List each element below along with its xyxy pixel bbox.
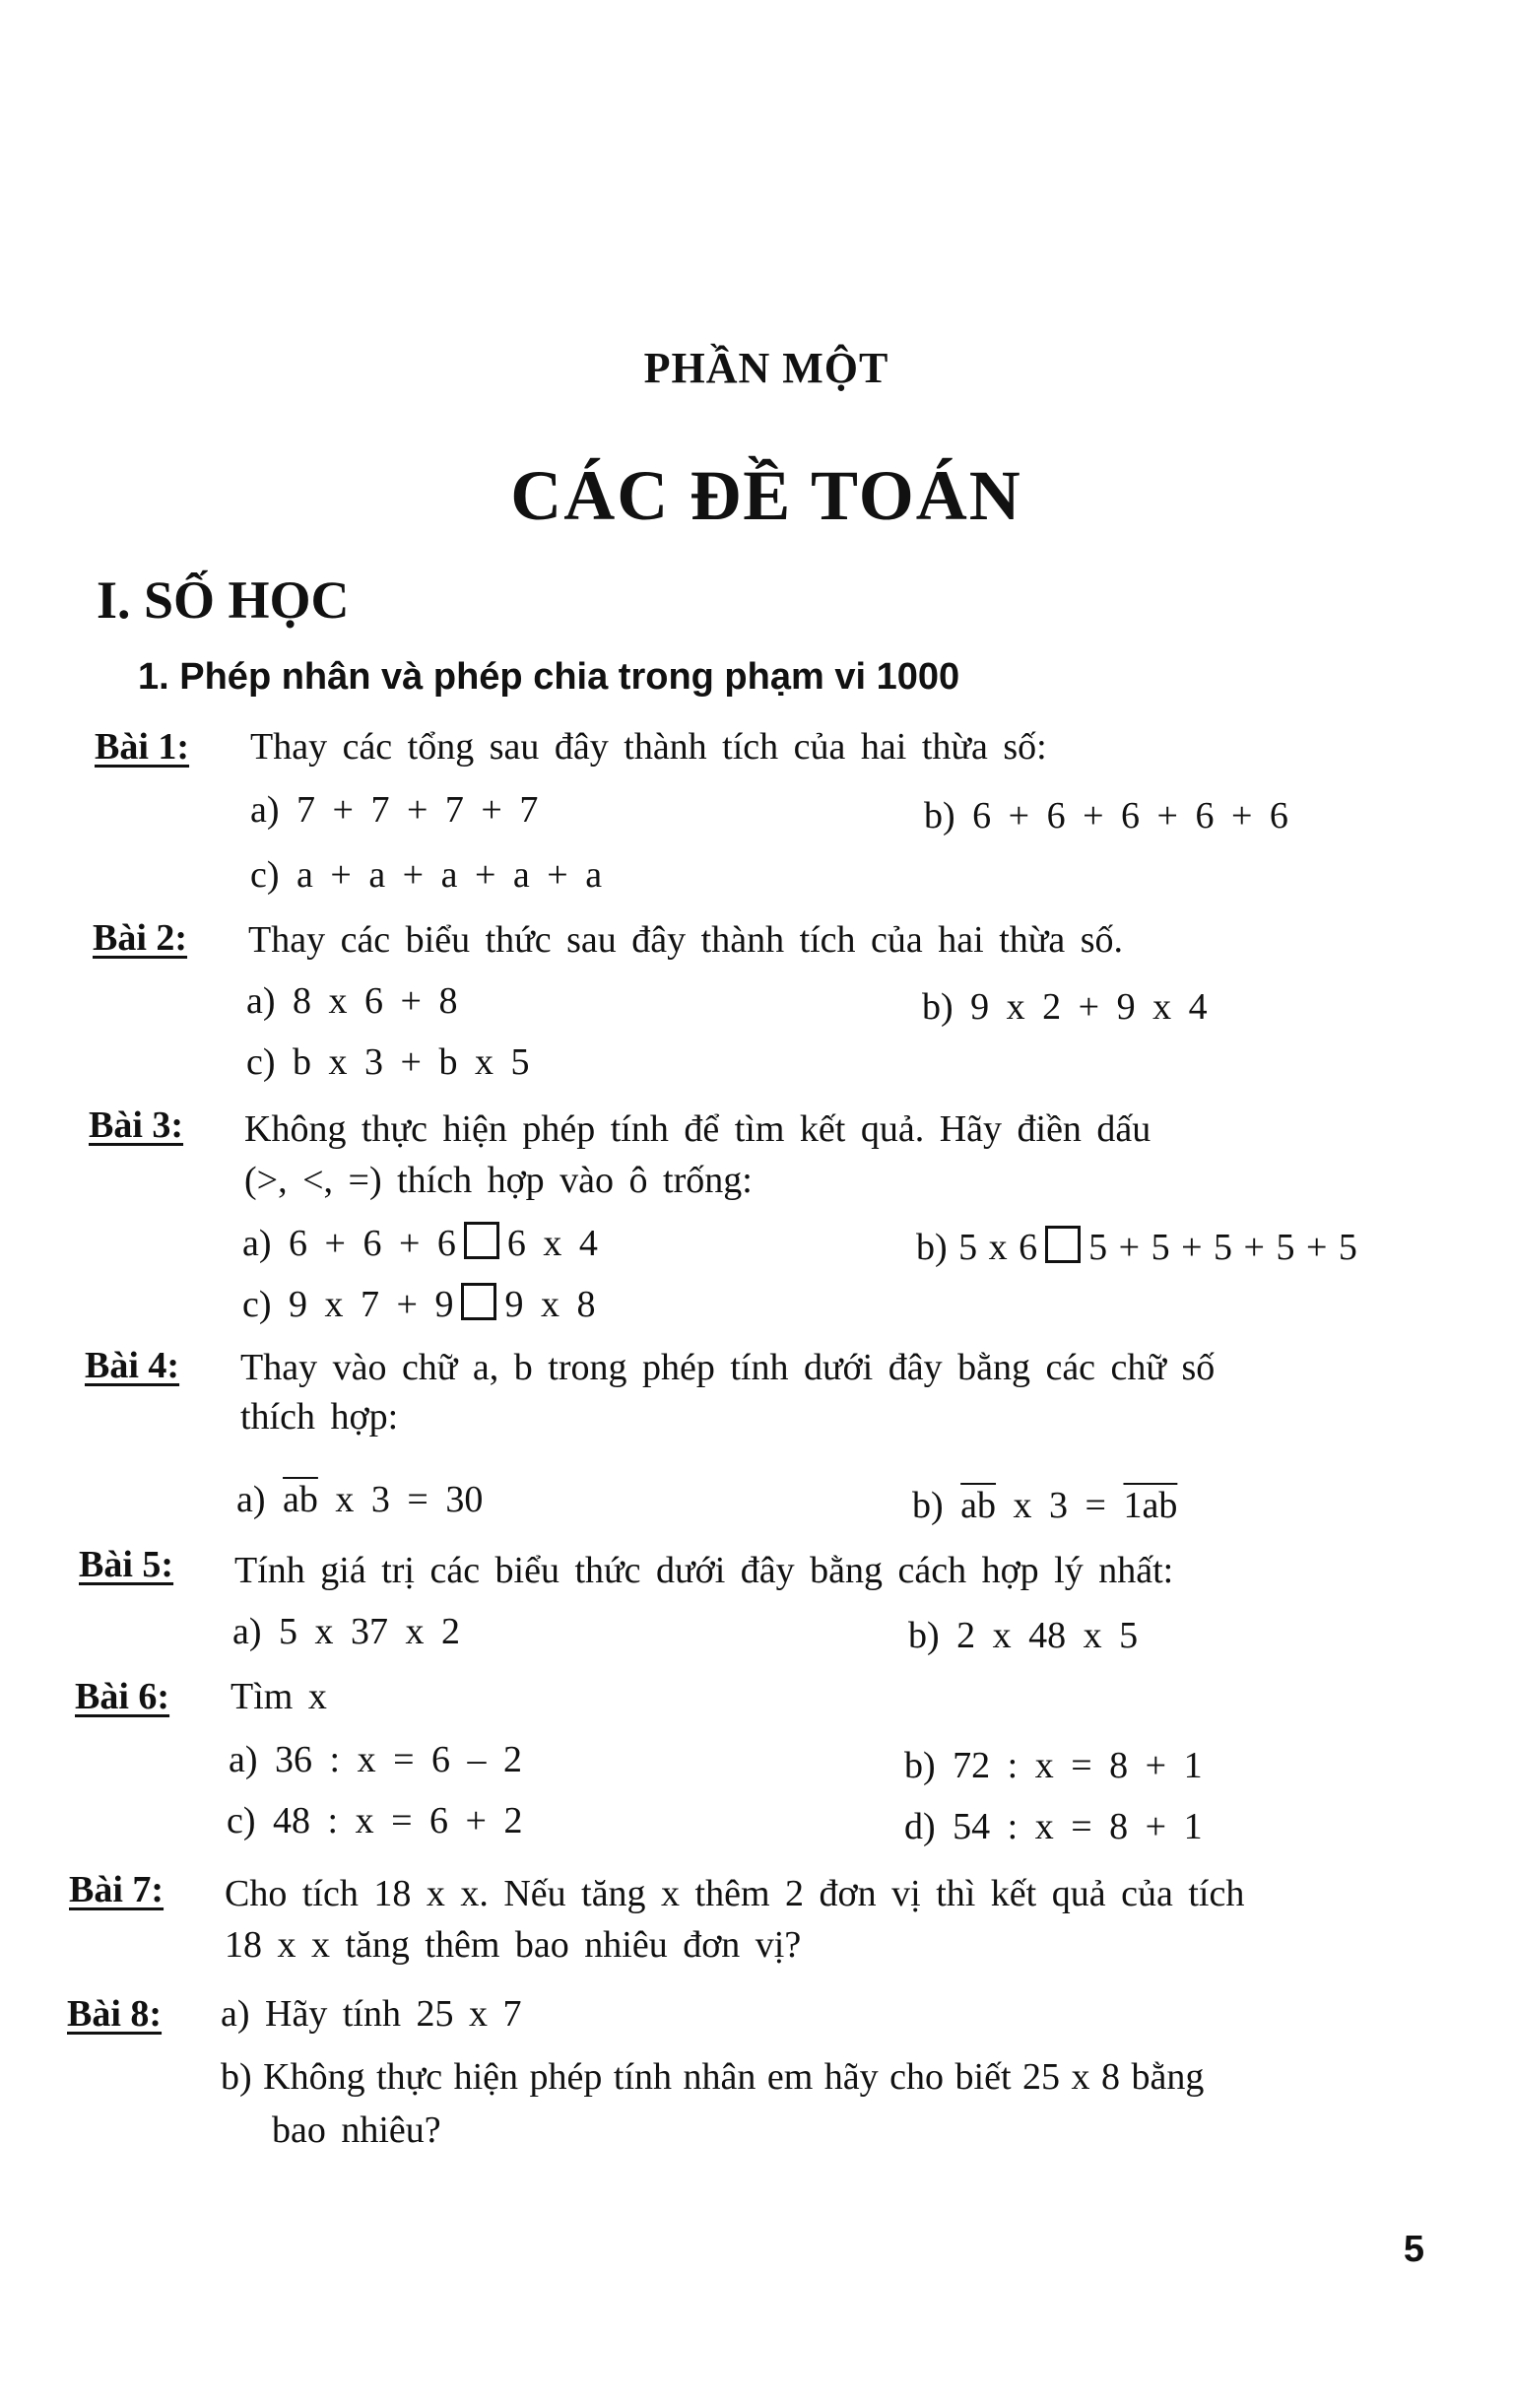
problem-6-text: Tìm x bbox=[230, 1676, 327, 1717]
problem-3-b bbox=[916, 1226, 1357, 1269]
problem-3-c-left: c) 9 x 7 + 9 bbox=[242, 1284, 454, 1325]
problem-1-label: Bài 1: bbox=[95, 726, 190, 768]
problem-4-b bbox=[912, 1484, 1177, 1527]
problem-3-b-left: b) 5 x 6 bbox=[916, 1227, 1038, 1268]
problem-5-label: Bài 5: bbox=[79, 1544, 174, 1585]
problem-3-c bbox=[242, 1283, 595, 1326]
problem-5-text: Tính giá trị các biểu thức dưới đây bằng cách hợp lý nhất: bbox=[234, 1550, 1174, 1591]
problem-4-b-prefix: b) bbox=[912, 1485, 944, 1526]
problem-8-a: a) Hãy tính 25 x 7 bbox=[221, 1993, 522, 2035]
problem-3-a bbox=[242, 1222, 598, 1265]
problem-3-a-right: 6 x 4 bbox=[506, 1223, 598, 1264]
problem-4-text-2: thích hợp: bbox=[240, 1396, 399, 1438]
page-number: 5 bbox=[1403, 2229, 1424, 2270]
problem-3-b-right: 5 + 5 + 5 + 5 + 5 bbox=[1088, 1227, 1357, 1268]
problem-4-b-mid: x 3 = bbox=[1013, 1485, 1106, 1526]
problem-1-c: c) a + a + a + a + a bbox=[250, 854, 603, 896]
problem-2-c: c) b x 3 + b x 5 bbox=[246, 1041, 530, 1083]
problem-4-a-rest: x 3 = 30 bbox=[335, 1479, 484, 1520]
problem-2-text: Thay các biểu thức sau đây thành tích của hai thừa số. bbox=[248, 919, 1124, 961]
problem-1-text: Thay các tổng sau đây thành tích của hai thừa số: bbox=[250, 726, 1047, 768]
problem-6-c: c) 48 : x = 6 + 2 bbox=[227, 1800, 523, 1841]
problem-6-d: d) 54 : x = 8 + 1 bbox=[904, 1806, 1203, 1847]
problem-5-a: a) 5 x 37 x 2 bbox=[232, 1611, 461, 1652]
answer-box[interactable] bbox=[1045, 1226, 1081, 1263]
problem-3-text-1: Không thực hiện phép tính để tìm kết quả. Hãy điền dấu bbox=[244, 1108, 1151, 1150]
problem-4-text-1: Thay vào chữ a, b trong phép tính dưới đây bằng các chữ số bbox=[240, 1347, 1216, 1388]
problem-8-b-line-2: bao nhiêu? bbox=[272, 2109, 441, 2151]
problem-3-text-2: (>, <, =) thích hợp vào ô trống: bbox=[244, 1160, 753, 1201]
problem-7-text-2: 18 x x tăng thêm bao nhiêu đơn vị? bbox=[225, 1924, 802, 1966]
subsection-title: 1. Phép nhân và phép chia trong phạm vi 1000 bbox=[138, 656, 960, 698]
problem-2-b: b) 9 x 2 + 9 x 4 bbox=[922, 986, 1208, 1028]
overlined-ab: $\overline{ab}$ bbox=[960, 1485, 997, 1526]
problem-7-label: Bài 7: bbox=[69, 1869, 164, 1910]
problem-8-b-line-1: b) Không thực hiện phép tính nhân em hãy cho biết 25 x 8 bằng bbox=[221, 2056, 1205, 2098]
problem-4-a bbox=[236, 1478, 483, 1521]
problem-2-a: a) 8 x 6 + 8 bbox=[246, 980, 458, 1022]
problem-4-label: Bài 4: bbox=[85, 1345, 180, 1386]
part-heading: PHẦN MỘT bbox=[643, 344, 889, 392]
page-title: CÁC ĐỀ TOÁN bbox=[510, 456, 1022, 535]
section-title: I. SỐ HỌC bbox=[97, 570, 350, 630]
problem-6-label: Bài 6: bbox=[75, 1676, 170, 1717]
problem-1-b: b) 6 + 6 + 6 + 6 + 6 bbox=[924, 795, 1288, 836]
overlined-ab: $\overline{ab}$ bbox=[283, 1479, 318, 1520]
problem-2-label: Bài 2: bbox=[93, 917, 188, 959]
answer-box[interactable] bbox=[464, 1222, 499, 1259]
problem-7-text-1: Cho tích 18 x x. Nếu tăng x thêm 2 đơn vị thì kết quả của tích bbox=[225, 1873, 1245, 1914]
problem-8-label: Bài 8: bbox=[67, 1993, 163, 2035]
problem-3-c-right: 9 x 8 bbox=[504, 1284, 596, 1325]
problem-5-b: b) 2 x 48 x 5 bbox=[908, 1615, 1139, 1656]
problem-1-a: a) 7 + 7 + 7 + 7 bbox=[250, 789, 539, 831]
problem-3-a-left: a) 6 + 6 + 6 bbox=[242, 1223, 456, 1264]
answer-box[interactable] bbox=[461, 1283, 496, 1320]
problem-3-label: Bài 3: bbox=[89, 1104, 184, 1146]
problem-6-a: a) 36 : x = 6 – 2 bbox=[229, 1739, 523, 1780]
overlined-1ab: 1ab bbox=[1123, 1485, 1178, 1526]
problem-6-b: b) 72 : x = 8 + 1 bbox=[904, 1745, 1203, 1786]
problem-4-a-prefix: a) bbox=[236, 1479, 266, 1520]
